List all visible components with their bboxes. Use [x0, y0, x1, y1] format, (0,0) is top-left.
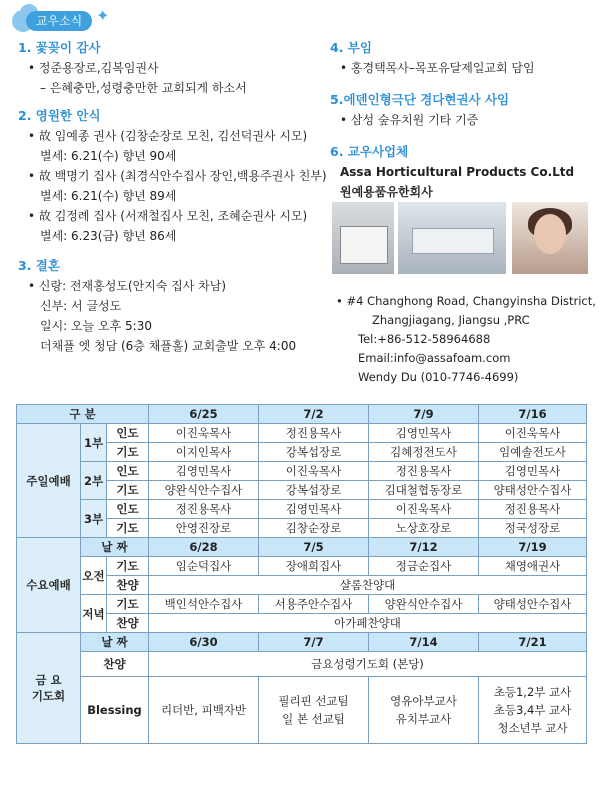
blessing-line: 일 본 선교팀: [282, 712, 345, 726]
role-label: Blessing: [81, 677, 149, 744]
role-label: 기도: [107, 519, 149, 538]
section-label-line: 기도회: [31, 689, 66, 703]
role-label: 기도: [107, 595, 149, 614]
header-date: 6/28: [149, 538, 259, 557]
table-cell: 김영민목사: [149, 462, 259, 481]
part-label: 2부: [81, 462, 107, 500]
table-cell: 양완식안수집사: [369, 595, 479, 614]
badge-label: 교우소식: [26, 11, 92, 31]
table-cell: 양태성안수집사: [479, 595, 587, 614]
blessing-line: 영유아부교사: [390, 694, 457, 708]
text-line: Assa Horticultural Products Co.Ltd: [340, 165, 575, 179]
table-cell: 양완식안수집사: [149, 481, 259, 500]
table-cell: 김창순장로: [259, 519, 369, 538]
text-line: • 故 김정례 집사 (서재철집사 모친, 조혜순권사 시모): [28, 209, 308, 223]
table-cell: 채영애권사: [479, 557, 587, 576]
blessing-cell: [149, 677, 259, 744]
factory-aerial-photo: [398, 202, 506, 274]
text-line: 별세: 6.21(수) 향년 90세: [40, 149, 177, 163]
header-date: 7/12: [369, 538, 479, 557]
business-address: [336, 292, 596, 387]
section-badge: [12, 8, 108, 32]
table-cell: 정국성장로: [479, 519, 587, 538]
section-heading: 1. 꽃꽂이 감사: [18, 40, 101, 55]
section-heading: 6. 교우사업체: [330, 144, 409, 159]
blessing-cell: [479, 677, 587, 744]
table-cell: 임순덕집사: [149, 557, 259, 576]
address-line: • #4 Changhong Road, Changyinsha District,: [336, 294, 596, 308]
date-label: 날 짜: [81, 538, 149, 557]
blessing-cell: [259, 677, 369, 744]
table-cell: 백인석안수집사: [149, 595, 259, 614]
blessing-line: 리더반, 피백자반: [160, 703, 247, 717]
part-label: 저녁: [81, 595, 107, 633]
header-date: 7/9: [369, 405, 479, 424]
table-cell: 강복섭장로: [259, 443, 369, 462]
text-line: • 故 임예종 권사 (김창순장로 모친, 김선덕권사 시모): [28, 129, 308, 143]
role-label: 찬양: [107, 576, 149, 595]
date-label: 날 짜: [81, 633, 149, 652]
section-heading: 2. 영원한 안식: [18, 108, 101, 123]
section-heading: 4. 부임: [330, 40, 372, 55]
right-column: [330, 38, 592, 202]
table-cell: 이지인목사: [149, 443, 259, 462]
address-line: Zhangjiagang, Jiangsu ,PRC: [372, 313, 530, 327]
section-heading: 5.에덴인형극단 경다현권사 사임: [330, 92, 510, 107]
table-cell: 정진용목사: [369, 462, 479, 481]
portrait-photo: [512, 202, 588, 274]
blessing-line: 초등3,4부 교사: [493, 703, 572, 717]
factory-photo: [332, 202, 394, 274]
text-line: 더채플 엣 청담 (6층 채플홀) 교회출발 오후 4:00: [40, 339, 297, 353]
text-line: • 故 백명기 집사 (최경식안수집사 장인,백용주권사 친부): [28, 169, 327, 183]
text-line: 원예용품유한회사: [340, 185, 433, 199]
table-cell: 김영민목사: [479, 462, 587, 481]
table-cell: 이진욱목사: [369, 500, 479, 519]
text-line: • 삼성 숲유치원 기타 기증: [340, 113, 479, 127]
text-line: 별세: 6.21(수) 향년 89세: [40, 189, 177, 203]
left-column: [18, 38, 327, 356]
text-line: 별세: 6.23(금) 향년 86세: [40, 229, 177, 243]
part-label: 오전: [81, 557, 107, 595]
table-cell: 이진욱목사: [479, 424, 587, 443]
section-heading: 3. 결혼: [18, 258, 60, 273]
header-date: 7/19: [479, 538, 587, 557]
table-cell: 김혜정전도사: [369, 443, 479, 462]
table-cell: 이진욱목사: [259, 462, 369, 481]
blessing-line: 필리핀 선교팀: [278, 694, 349, 708]
blessing-line: 청소년부 교사: [497, 721, 568, 735]
header-cell: 구 분: [17, 405, 149, 424]
role-label: 기도: [107, 481, 149, 500]
section-label: [17, 633, 81, 744]
address-line: Email:info@assafoam.com: [358, 351, 511, 365]
header-date: 6/30: [149, 633, 259, 652]
table-cell: 강복섭장로: [259, 481, 369, 500]
part-label: 3부: [81, 500, 107, 538]
role-label: 인도: [107, 462, 149, 481]
header-date: 7/21: [479, 633, 587, 652]
header-date: 6/25: [149, 405, 259, 424]
table-cell: 정금순집사: [369, 557, 479, 576]
text-line: 일시: 오늘 오후 5:30: [40, 319, 152, 333]
table-cell: 장애희집사: [259, 557, 369, 576]
table-cell: 노상호장로: [369, 519, 479, 538]
star-icon: ✦: [96, 6, 110, 25]
table-cell: 정진용목사: [259, 424, 369, 443]
part-label: 1부: [81, 424, 107, 462]
address-line: Tel:+86-512-58964688: [358, 332, 491, 346]
section-label: 주일예배: [17, 424, 81, 538]
role-label: 인도: [107, 424, 149, 443]
blessing-cell: [369, 677, 479, 744]
choir-cell: 아가페찬양대: [149, 614, 587, 633]
role-label: 찬양: [81, 652, 149, 677]
table-cell: 정진용목사: [479, 500, 587, 519]
role-label: 기도: [107, 443, 149, 462]
table-cell: 임예솔전도사: [479, 443, 587, 462]
role-label: 찬양: [107, 614, 149, 633]
header-date: 7/7: [259, 633, 369, 652]
role-label: 인도: [107, 500, 149, 519]
table-cell: 김영민목사: [259, 500, 369, 519]
text-line: • 정준용장로,김복임권사: [28, 61, 159, 75]
text-line: • 홍경택목사–목포유달제일교회 담임: [340, 61, 535, 75]
text-line: – 은혜충만,성령충만한 교회되게 하소서: [40, 81, 247, 95]
table-cell: 김대철협동장로: [369, 481, 479, 500]
table-cell: 양태성안수집사: [479, 481, 587, 500]
text-line: • 신랑: 전재홍성도(안지숙 집사 차남): [28, 279, 227, 293]
header-date: 7/5: [259, 538, 369, 557]
text-line: 신부: 서 글성도: [40, 299, 122, 313]
header-date: 7/14: [369, 633, 479, 652]
header-date: 7/2: [259, 405, 369, 424]
table-cell: 김영민목사: [369, 424, 479, 443]
section-label: 수요예배: [17, 538, 81, 633]
section-label-line: 금 요: [35, 673, 62, 687]
table-cell: 안영진장로: [149, 519, 259, 538]
table-cell: 서용주안수집사: [259, 595, 369, 614]
choir-cell: 샬롬찬양대: [149, 576, 587, 595]
header-date: 7/16: [479, 405, 587, 424]
blessing-line: 유치부교사: [395, 712, 452, 726]
blessing-line: 초등1,2부 교사: [493, 685, 572, 699]
address-line: Wendy Du (010-7746-4699): [358, 370, 519, 384]
choir-cell: 금요성령기도회 (본당): [149, 652, 587, 677]
table-cell: 이진욱목사: [149, 424, 259, 443]
table-cell: 정진용목사: [149, 500, 259, 519]
role-label: 기도: [107, 557, 149, 576]
schedule-table: [16, 404, 587, 744]
